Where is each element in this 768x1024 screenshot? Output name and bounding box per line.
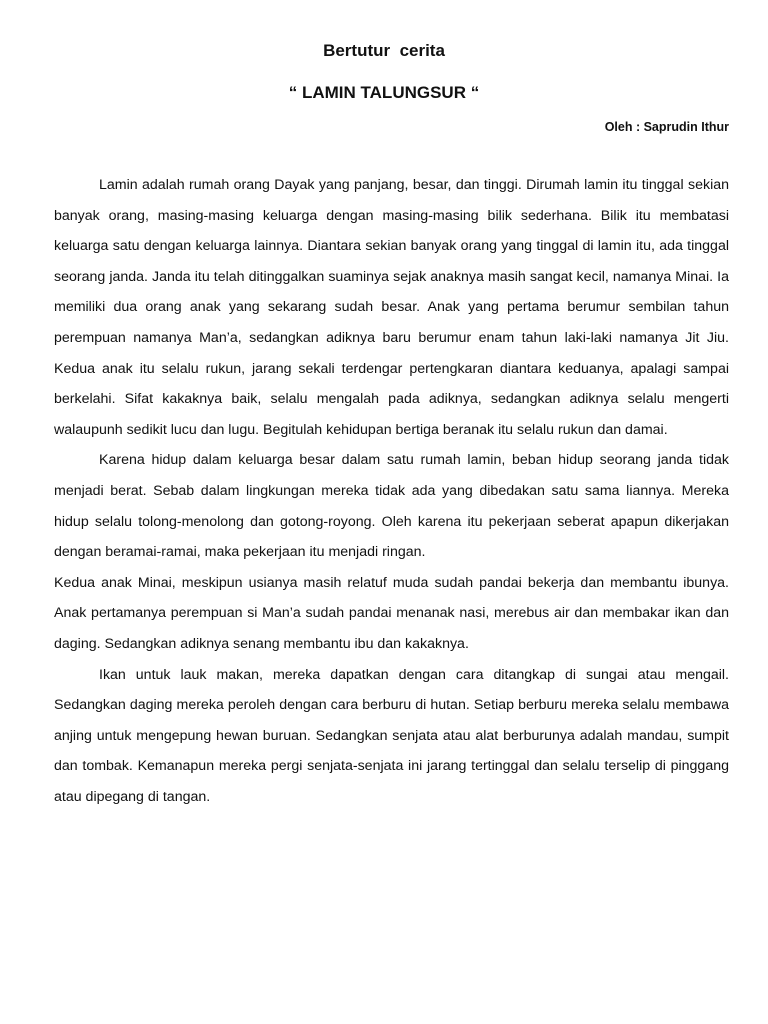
paragraph-2: Karena hidup dalam keluarga besar dalam satu rumah lamin, beban hidup seorang janda tidak menjadi berat. Sebab dalam lingkungan mereka tidak ada yang dibedakan satu sama liannya. Mereka hidup selalu tolong-menolong dan gotong-royong. Oleh karena itu pekerjaan seberat apapun dikerjakan dengan beramai-ramai, maka pekerjaan itu menjadi ringan. [54, 452, 729, 561]
story-title: “ LAMIN TALUNGSUR “ [288, 83, 480, 102]
document-heading: Bertutur cerita [323, 41, 445, 60]
paragraph-4: Ikan untuk lauk makan, mereka dapatkan dengan cara ditangkap di sungai atau mengail. Sedangkan daging mereka peroleh dengan cara berburu di hutan. Setiap berburu mereka selalu membawa anjing untuk mengepung hewan buruan. Sedangkan senjata atau alat berburunya adalah mandau, sumpit dan tombak. Kemanapun mereka pergi senjata-senjata ini jarang tertinggal dan selalu terselip di pinggang atau dipegang di tangan. [54, 666, 729, 805]
story-body [54, 170, 729, 812]
paragraph-3: Kedua anak Minai, meskipun usianya masih relatuf muda sudah pandai bekerja dan membantu ibunya. Anak pertamanya perempuan si Man’a sudah pandai menanak nasi, merebus air dan membakar ikan dan daging. Sedangkan adiknya senang membantu ibu dan kakaknya. [54, 574, 729, 652]
author-line: Oleh : Saprudin Ithur [604, 120, 729, 134]
paragraph-1: Lamin adalah rumah orang Dayak yang panjang, besar, dan tinggi. Dirumah lamin itu tinggal sekian banyak orang, masing-masing keluarga dengan masing-masing bilik sederhana. Bilik itu membatasi keluarga satu dengan keluarga lainnya. Diantara sekian banyak orang yang tinggal di lamin itu, ada tinggal seorang janda. Janda itu telah ditinggalkan suaminya sejak anaknya masih sangat kecil, namanya Minai. Ia memiliki dua orang anak yang sekarang sudah besar. Anak yang pertama berumur sembilan tahun perempuan namanya Man’a, sedangkan adiknya baru berumur enam tahun laki-laki namanya Jit Jiu. Kedua anak itu selalu rukun, jarang sekali terdengar pertengkaran diantara keduanya, apalagi sampai berkelahi. Sifat kakaknya baik, selalu mengalah pada adiknya, sedangkan adiknya selalu mengerti walaupunh sedikit lucu dan lugu. Begitulah kehidupan bertiga beranak itu selalu rukun dan damai. [54, 177, 729, 438]
